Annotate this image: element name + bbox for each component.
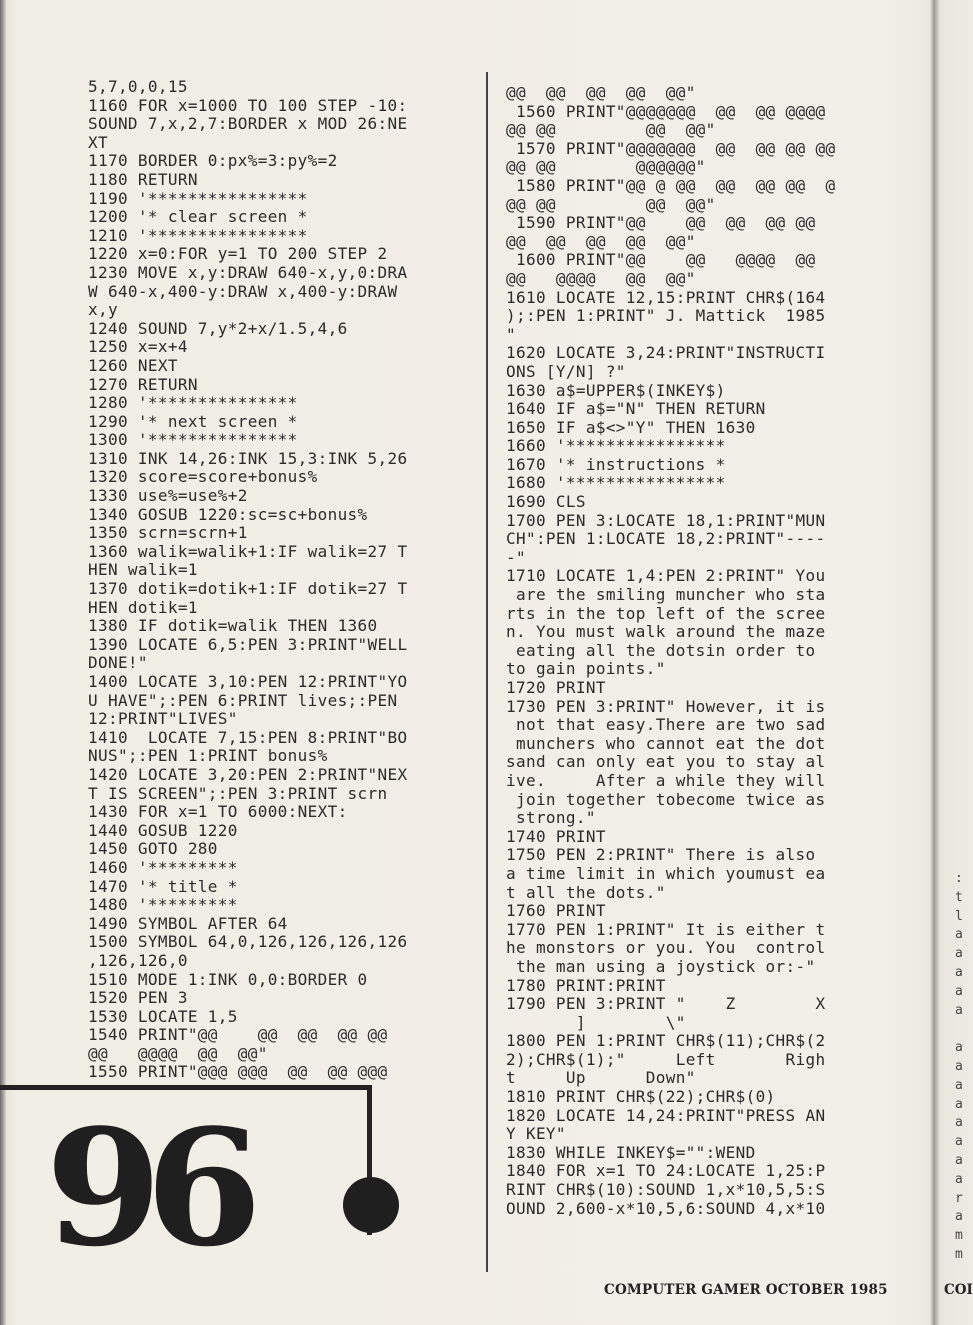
listing-line: munchers who cannot eat the dot <box>506 733 826 753</box>
listing-line: @@ @@ @@ @@" <box>506 194 716 214</box>
listing-line: x,y <box>88 300 118 320</box>
listing-line: 1540 PRINT"@@ @@ @@ @@ @@ <box>88 1025 388 1045</box>
listing-line: @@ @@ @@ @@ @@" <box>506 83 696 102</box>
listing-line: 1670 '* instructions * <box>506 454 726 474</box>
listing-line: 1480 '********* <box>88 895 238 915</box>
listing-line: n. You must walk around the maze <box>506 622 826 642</box>
listing-line: t Up Down" <box>506 1068 696 1088</box>
listing-line: 1330 use%=use%+2 <box>88 486 248 506</box>
listing-line: the man using a joystick or:-" <box>506 956 816 976</box>
listing-line: 1600 PRINT"@@ @@ @@@@ @@ <box>506 250 816 270</box>
listing-line: XT <box>88 132 108 152</box>
listing-line: 1620 LOCATE 3,24:PRINT"INSTRUCTI <box>506 343 826 363</box>
listing-line: 1630 a$=UPPER$(INKEY$) <box>506 380 726 400</box>
listing-line: 1730 PEN 3:PRINT" However, it is <box>506 696 826 716</box>
page-number-dot <box>343 1177 399 1233</box>
listing-line: @@ @@ @@@@@@" <box>506 157 706 177</box>
listing-line: 1640 IF a$="N" THEN RETURN <box>506 399 766 419</box>
listing-line: RINT CHR$(10):SOUND 1,x*10,5,5:S <box>506 1180 826 1200</box>
listing-line: ONS [Y/N] ?" <box>506 361 626 381</box>
listing-line: 1740 PRINT <box>506 826 606 846</box>
listing-line: HEN dotik=1 <box>88 597 198 617</box>
listing-line: ] \" <box>506 1012 686 1032</box>
listing-line: W 640-x,400-y:DRAW x,400-y:DRAW <box>88 281 398 301</box>
listing-line: sand can only eat you to stay al <box>506 752 826 772</box>
listing-line: 1780 PRINT:PRINT <box>506 975 666 995</box>
next-page-text-fragment: : t l a a a a a a a a a a a a a r a m m <box>955 871 963 1262</box>
listing-line: 1170 BORDER 0:px%=3:py%=2 <box>88 151 338 171</box>
listing-line: 1270 RETURN <box>88 374 198 394</box>
listing-line: 1430 FOR x=1 TO 6000:NEXT: <box>88 802 348 822</box>
listing-line: 1720 PRINT <box>506 678 606 697</box>
listing-line: 1190 '**************** <box>88 188 308 208</box>
listing-line: 1360 walik=walik+1:IF walik=27 T <box>88 541 408 561</box>
listing-line: 1280 '*************** <box>88 393 298 413</box>
listing-line: 1410 LOCATE 7,15:PEN 8:PRINT"BO <box>88 727 408 747</box>
listing-line: 1440 GOSUB 1220 <box>88 820 238 840</box>
listing-line: 5,7,0,0,15 <box>88 77 188 96</box>
listing-line: 1300 '*************** <box>88 430 298 450</box>
basic-listing-left <box>88 78 468 1082</box>
listing-line: are the smiling muncher who sta <box>506 585 826 605</box>
listing-line: not that easy.There are two sad <box>506 715 826 735</box>
basic-listing-right <box>506 84 881 1218</box>
listing-line: 1210 '**************** <box>88 225 308 245</box>
listing-line: 1760 PRINT <box>506 901 606 921</box>
listing-line: 1340 GOSUB 1220:sc=sc+bonus% <box>88 504 368 524</box>
listing-line: 2);CHR$(1);" Left Righ <box>506 1049 826 1069</box>
listing-line: 1710 LOCATE 1,4:PEN 2:PRINT" You <box>506 566 826 586</box>
listing-line: 1590 PRINT"@@ @@ @@ @@ @@ <box>506 213 816 233</box>
listing-line: 1820 LOCATE 14,24:PRINT"PRESS AN <box>506 1105 826 1125</box>
listing-line: strong." <box>506 808 596 828</box>
listing-line: 1460 '********* <box>88 857 238 877</box>
listing-line: 1450 GOTO 280 <box>88 839 218 859</box>
listing-line: @@ @@ @@ @@ @@" <box>506 231 696 251</box>
listing-line: SOUND 7,x,2,7:BORDER x MOD 26:NE <box>88 114 408 134</box>
listing-line: 1490 SYMBOL AFTER 64 <box>88 913 288 933</box>
listing-line: 1160 FOR x=1000 TO 100 STEP -10: <box>88 95 408 115</box>
listing-line: @@ @@@@ @@ @@" <box>88 1043 268 1063</box>
listing-line: 1650 IF a$<>"Y" THEN 1630 <box>506 417 756 437</box>
listing-line: 1420 LOCATE 3,20:PEN 2:PRINT"NEX <box>88 764 408 784</box>
listing-line: 1530 LOCATE 1,5 <box>88 1006 238 1026</box>
listing-line: DONE!" <box>88 653 148 673</box>
listing-line: CH":PEN 1:LOCATE 18,2:PRINT"---- <box>506 529 826 549</box>
listing-line: 1380 IF dotik=walik THEN 1360 <box>88 616 378 636</box>
listing-line: t all the dots." <box>506 882 666 902</box>
listing-line: 1230 MOVE x,y:DRAW 640-x,y,0:DRA <box>88 262 408 282</box>
listing-line: 1250 x=x+4 <box>88 337 188 357</box>
listing-line: HEN walik=1 <box>88 560 198 580</box>
listing-line: NUS";:PEN 1:PRINT bonus% <box>88 746 328 766</box>
listing-line: ,126,126,0 <box>88 950 188 970</box>
listing-line: 1320 score=score+bonus% <box>88 467 318 487</box>
listing-line: 1700 PEN 3:LOCATE 18,1:PRINT"MUN <box>506 510 826 530</box>
listing-line: 12:PRINT"LIVES" <box>88 709 238 729</box>
listing-line: 1310 INK 14,26:INK 15,3:INK 5,26 <box>88 448 408 468</box>
listing-line: 1500 SYMBOL 64,0,126,126,126,126 <box>88 932 408 952</box>
listing-line: OUND 2,600-x*10,5,6:SOUND 4,x*10 <box>506 1198 826 1218</box>
listing-line: 1570 PRINT"@@@@@@@ @@ @@ @@ @@ <box>506 138 836 158</box>
column-divider <box>486 72 488 1272</box>
listing-line: 1260 NEXT <box>88 355 178 375</box>
magazine-footer: COMPUTER GAMER OCTOBER 1985 <box>604 1282 888 1298</box>
listing-line: -" <box>506 547 526 567</box>
listing-line: 1790 PEN 3:PRINT " Z X <box>506 994 826 1014</box>
listing-line: 1220 x=0:FOR y=1 TO 200 STEP 2 <box>88 244 388 264</box>
listing-line: Y KEY" <box>506 1124 566 1144</box>
listing-line: 1200 '* clear screen * <box>88 207 308 227</box>
listing-line: he monstors or you. You control <box>506 938 826 958</box>
listing-line: 1290 '* next screen * <box>88 411 298 431</box>
listing-line: " <box>506 324 516 344</box>
listing-line: 1470 '* title * <box>88 876 238 896</box>
listing-line: 1660 '**************** <box>506 436 726 456</box>
listing-line: 1390 LOCATE 6,5:PEN 3:PRINT"WELL <box>88 634 408 654</box>
frame-top-rule <box>0 1085 372 1090</box>
listing-line: 1580 PRINT"@@ @ @@ @@ @@ @@ @ <box>506 175 836 195</box>
listing-line: 1800 PEN 1:PRINT CHR$(11);CHR$(2 <box>506 1031 826 1051</box>
listing-line: 1370 dotik=dotik+1:IF dotik=27 T <box>88 579 408 599</box>
listing-line: eating all the dotsin order to <box>506 640 816 660</box>
listing-line: 1690 CLS <box>506 492 586 512</box>
listing-line: @@ @@@@ @@ @@" <box>506 268 696 288</box>
listing-line: T IS SCREEN";:PEN 3:PRINT scrn <box>88 783 388 803</box>
listing-line: ive. After a while they will <box>506 770 826 790</box>
listing-line: 1830 WHILE INKEY$="":WEND <box>506 1142 756 1162</box>
listing-line: 1350 scrn=scrn+1 <box>88 523 248 543</box>
listing-line: 1550 PRINT"@@@ @@@ @@ @@ @@@ <box>88 1062 388 1082</box>
listing-line: 1750 PEN 2:PRINT" There is also <box>506 845 816 865</box>
listing-line: 1400 LOCATE 3,10:PEN 12:PRINT"YO <box>88 672 408 691</box>
page-number: 96 <box>45 1094 246 1282</box>
listing-line: join together tobecome twice as <box>506 789 826 809</box>
listing-line: 1240 SOUND 7,y*2+x/1.5,4,6 <box>88 318 348 338</box>
listing-line: 1180 RETURN <box>88 169 198 189</box>
listing-line: 1510 MODE 1:INK 0,0:BORDER 0 <box>88 969 368 989</box>
listing-line: U HAVE";:PEN 6:PRINT lives;:PEN <box>88 690 398 710</box>
listing-line: 1610 LOCATE 12,15:PRINT CHR$(164 <box>506 287 826 307</box>
listing-line: 1810 PRINT CHR$(22);CHR$(0) <box>506 1087 776 1107</box>
listing-line: @@ @@ @@ @@" <box>506 120 716 140</box>
listing-line: rts in the top left of the scree <box>506 603 826 623</box>
next-page-footer-fragment: COI <box>944 1282 973 1298</box>
listing-line: to gain points." <box>506 659 666 679</box>
listing-line: );:PEN 1:PRINT" J. Mattick 1985 <box>506 306 826 326</box>
listing-line: 1770 PEN 1:PRINT" It is either t <box>506 919 826 939</box>
listing-line: 1560 PRINT"@@@@@@@ @@ @@ @@@@ <box>506 101 826 121</box>
listing-line: 1680 '**************** <box>506 473 726 493</box>
listing-line: a time limit in which youmust ea <box>506 863 826 883</box>
listing-line: 1840 FOR x=1 TO 24:LOCATE 1,25:P <box>506 1161 826 1181</box>
listing-line: 1520 PEN 3 <box>88 988 188 1008</box>
